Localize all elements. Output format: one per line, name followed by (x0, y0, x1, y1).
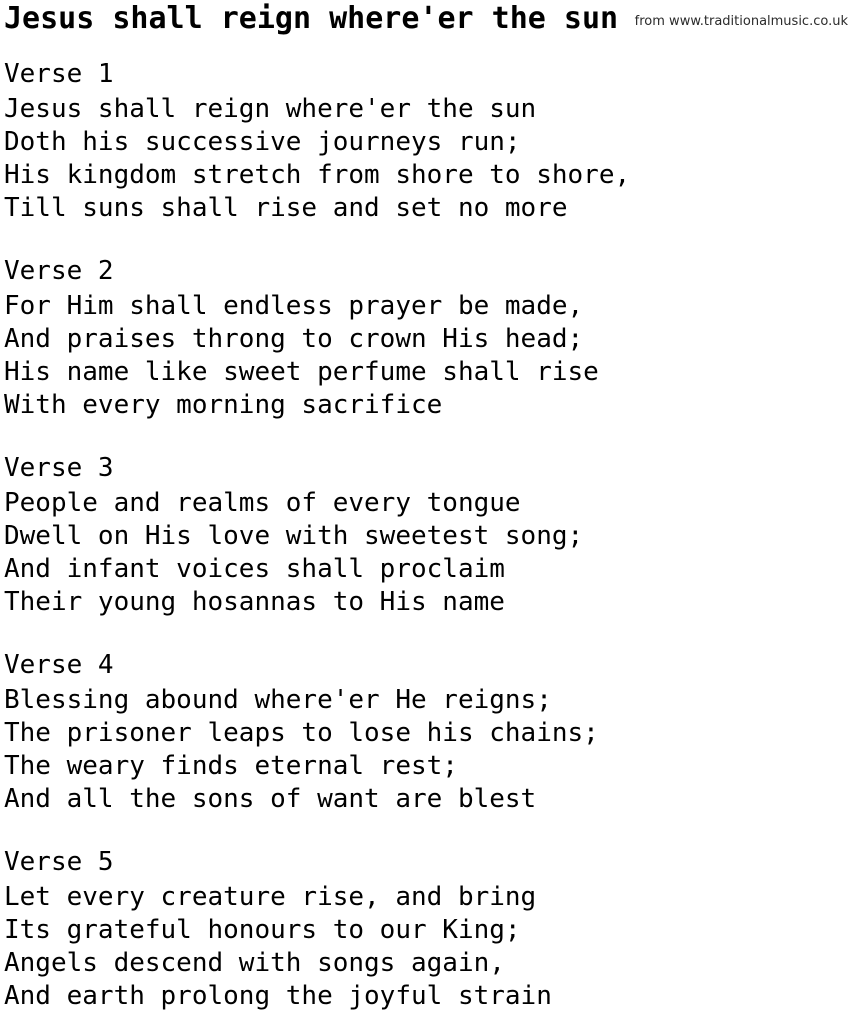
verse-block (4, 58, 856, 225)
verse-line: His kingdom stretch from shore to shore, (4, 160, 631, 190)
verse-heading: Verse 1 (4, 59, 114, 89)
verse-heading: Verse 5 (4, 847, 114, 877)
verse-block (4, 452, 856, 619)
verse-heading: Verse 3 (4, 453, 114, 483)
verse-line: Their young hosannas to His name (4, 587, 505, 617)
verse-line: And praises throng to crown His head; (4, 324, 584, 354)
verse-line: Blessing abound where'er He reigns; (4, 685, 552, 715)
verse-line: His name like sweet perfume shall rise (4, 357, 599, 387)
verse-line: People and realms of every tongue (4, 488, 521, 518)
verse-line: And earth prolong the joyful strain (4, 981, 552, 1011)
verse-line: And infant voices shall proclaim (4, 554, 505, 584)
verse-line: For Him shall endless prayer be made, (4, 291, 584, 321)
verse-heading: Verse 2 (4, 256, 114, 286)
verse-block (4, 649, 856, 816)
verse-line: With every morning sacrifice (4, 390, 443, 420)
title-spacer (4, 36, 856, 58)
verse-line: Angels descend with songs again, (4, 948, 505, 978)
lyrics-body (0, 36, 856, 1013)
verse-line: Dwell on His love with sweetest song; (4, 521, 584, 551)
verse-line: The prisoner leaps to lose his chains; (4, 718, 599, 748)
verse-line: Doth his successive journeys run; (4, 127, 521, 157)
verse-line: Let every creature rise, and bring (4, 882, 537, 912)
page-title: Jesus shall reign where'er the sun (4, 1, 619, 36)
verse-line: Jesus shall reign where'er the sun (4, 94, 537, 124)
verse-line: Its grateful honours to our King; (4, 915, 521, 945)
verse-line: And all the sons of want are blest (4, 784, 537, 814)
verse-heading: Verse 4 (4, 650, 114, 680)
verse-block (4, 255, 856, 422)
verse-line: The weary finds eternal rest; (4, 751, 458, 781)
source-credit: from www.traditionalmusic.co.uk (634, 14, 848, 29)
verse-line: Till suns shall rise and set no more (4, 193, 568, 223)
verse-block (4, 846, 856, 1013)
